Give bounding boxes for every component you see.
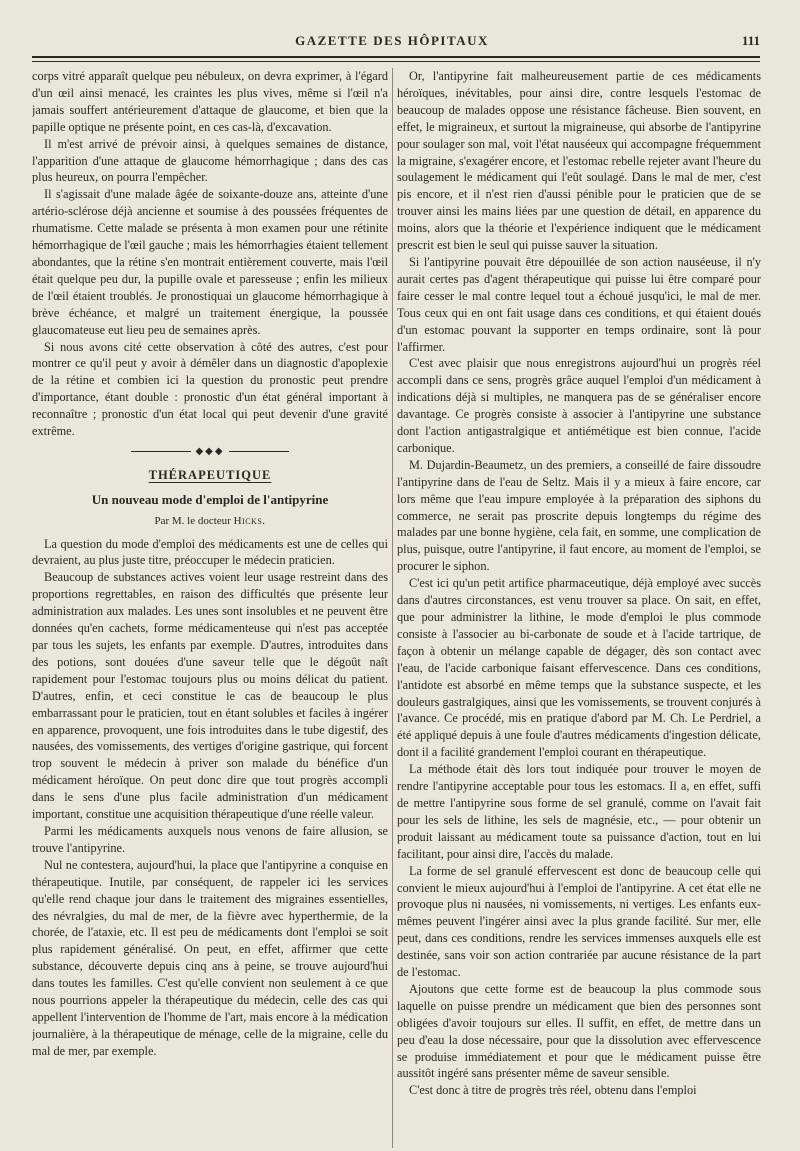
paragraph: Ajoutons que cette forme est de beaucoup la plus commode sous laquelle on puisse prendre un médicament que bien des personnes sont obligées d'avoir toujours sur elles. Il suffit, en effet, de mettre dans un peu d'eau la dose nécessaire, pour que la dissolution avec effervescence se produise immédiatement et pour que le médicament puisse être aussitôt ingéré sans présenter même de saveur sensible. <box>397 981 761 1081</box>
paragraph: C'est donc à titre de progrès très réel, obtenu dans l'emploi <box>409 1083 697 1098</box>
left-column <box>32 68 388 1148</box>
paragraph: La méthode était dès lors tout indiquée pour trouver le moyen de rendre l'antipyrine acceptable pour tous les estomacs. Il a, en effet, suffi de mettre l'antipyrine sous forme de sel granulé, comme on l'avait fait pour les sels de lithine, les sels de magnésie, etc., — pour obtenir un produit laissant au médicament toute sa puissance d'action, tout en lui facilitant, pour ainsi dire, l'accès du malade. <box>397 762 761 861</box>
paragraph: Nul ne contestera, aujourd'hui, la place que l'antipyrine a conquise en thérapeutique. Inutile, par conséquent, de rappeler ici les services qu'elle rend chaque jour dans le traitement des migraines essentielles, des névralgies, du mal de mer, de la fièvre avec hyperthermie, de la chorée, de l'ataxie, etc. Il est peu de médicaments dont l'emploi se soit plus rapidement généralisé. On peut, en effet, affirmer que cette substance, découverte depuis cinq ans à peine, se trouve aujourd'hui dans toutes les familles. C'est qu'elle convient non seulement à ce que nous pourrions appeler la thérapeutique du médecin, celle des cas qui appellent l'intervention de l'homme de l'art, mais encore à la médication journalière, à la thérapeutique de ménage, celle de la migraine, celle du mal de mer, par exemple. <box>32 857 388 1058</box>
section-separator: ◆◆◆ <box>32 444 388 461</box>
paragraph: Parmi les médicaments auxquels nous venons de faire allusion, se trouve l'antipyrine. <box>32 823 388 855</box>
section-heading: THÉRAPEUTIQUE <box>148 467 272 482</box>
page-number: 111 <box>741 33 760 48</box>
paragraph: Il s'agissait d'une malade âgée de soixante-douze ans, atteinte d'une artério-sclérose déjà ancienne et soumise à des poussées fréquentes de rhumatisme. Cette malade se présenta à mon examen pour une rétinite hémorrhagique de l'œil gauche ; mais les hémorrhagies étaient tellement abondantes, que la rétine s'en montrait entièrement couverte, mais l'œil était quelque peu dur, la pupille ovale et paresseuse ; enfin les milieux de l'œil étaient troublés. Je pronostiquai un glaucome hémorrhagique à brève échéance, et malgré un traitement énergique, la poussée glaucomateuse eut lieu peu de semaines après. <box>32 187 388 337</box>
paragraph: La question du mode d'emploi des médicaments est une de celles qui devraient, au plus juste titre, préoccuper le médecin praticien. <box>32 536 388 568</box>
paragraph: Si nous avons cité cette observation à côté des autres, c'est pour montrer ce qu'il peut y avoir à démêler dans un diagnostic d'apoplexie de la rétine et combien ici la question du pronostic peut prendre d'importance, étant double : pronostic d'un état général important à reconnaître ; pronostic d'un état local qui peut devenir d'une gravité extrême. <box>32 339 388 439</box>
byline-author: Hicks. <box>233 514 266 527</box>
article-title: Un nouveau mode d'emploi de l'antipyrine <box>91 491 329 507</box>
right-column <box>397 68 761 1148</box>
paragraph: M. Dujardin-Beaumetz, un des premiers, a conseillé de faire dissoudre l'antipyrine dans de l'eau de Seltz. Mais il y a mieux à faire encore, car lors même que l'eau impure employée à la préparation des siphons du commerce, ne serait pas proscrite depuis longtemps du régime des malades par une bonne hygiène, cela fait, en somme, une complication de plus, puisque, outre l'antipyrine, il faut encore, au moment de l'emploi, se procurer le siphon. <box>397 457 761 574</box>
paragraph: corps vitré apparaît quelque peu nébuleux, on devra exprimer, à l'égard d'un œil ainsi menacé, les craintes les plus vives, même si l'œil n'a jamais souffert antérieurement d'attaque de glaucome, et bien que la papille optique ne présente point, en ces cas-là, d'excavation. <box>32 69 388 134</box>
paragraph: Beaucoup de substances actives voient leur usage restreint dans des proportions regrettables, en raison des difficultés que présente leur administration aux malades. Les unes sont insolubles et ne peuvent être données qu'en cachets, forme médicamenteuse qui n'est pas acceptée par tous les sujets, les enfants par exemple. D'autres, introduites dans des potions, sont douées d'une saveur telle que le dégoût naît rapidement pour l'estomac toujours plus ou moins délicat du patient. D'autres, enfin, et ceci constitue le cas de beaucoup le plus embarrassant pour le praticien, tout en étant solubles et faciles à ingérer en apparence, provoquent, une fois introduites dans le tube digestif, des nausées, des vomissements, des vertiges d'origine gastrique, qui forcent trop souvent le médecin à priver son malade du bénéfice d'un médicament héroïque. On peut donc dire que tout progrès accompli dans le sens d'une plus facile administration d'un médicament important, constitue une acquisition thérapeutique d'une réelle valeur. <box>32 570 388 822</box>
paragraph: La forme de sel granulé effervescent est donc de beaucoup celle qui convient le mieux aujourd'hui à l'emploi de l'antipyrine. A cet état elle ne provoque plus ni nausées, ni vomissements, ni vertiges. Les enfants eux-mêmes peuvent l'ingérer ainsi avec la plus grande facilité. Sur mer, elle peut, dans ces conditions, rendre les services immenses auxquels elle est destinée, sans voir son action contrariée par aucune résistance de la part de l'estomac. <box>397 863 761 980</box>
column-divider <box>392 68 393 1148</box>
publication-title: GAZETTE DES HÔPITAUX <box>295 33 489 48</box>
paragraph: Or, l'antipyrine fait malheureusement partie de ces médicaments héroïques, inévitables, pour ainsi dire, contre lesquels l'estomac de beaucoup de malades oppose une résistance fâcheuse. Bien souvent, en effet, le migraineux, et surtout la migraineuse, qui absorbe de l'antipyrine pour soulager son mal, voit l'état nauséeux qui accompagne fréquemment la migraine, s'exagérer encore, et l'estomac rebelle rejeter avant l'heure du soulagement le médicament qui l'eût soulagé. Dans le mal de mer, c'est pis encore, et il n'est rien d'aussi pénible pour le praticien que de se trouver ainsi les mains liées par une question de détail, en apparence du moins, alors que la théorie et l'expérience indiquent que le médicament prescrit est bien le seul qui puisse sauver la situation. <box>397 69 761 253</box>
byline <box>32 513 388 530</box>
paragraph: Il m'est arrivé de prévoir ainsi, à quelques semaines de distance, l'apparition d'une attaque de glaucome hémorrhagique ; dans des cas plus heureux, on pourra l'empêcher. <box>32 136 388 185</box>
paragraph: Si l'antipyrine pouvait être dépouillée de son action nauséeuse, il n'y aurait certes pas d'agent thérapeutique qui puisse lui être comparé pour faire cesser le mal contre lequel tout a échoué jusqu'ici, le mal de mer. Tous ceux qui en ont fait usage dans ces conditions, et qui étaient doués d'un estomac pouvant la supporter en temps ordinaire, sont là pour l'affirmer. <box>397 254 761 354</box>
paragraph: C'est ici qu'un petit artifice pharmaceutique, déjà employé avec succès dans d'autres circonstances, est venu trouver sa place. On sait, en effet, que pour administrer la lithine, le mode d'emploi le plus commode consiste à l'associer au bi-carbonate de soude et à l'acide tartrique, de façon à obtenir un mélange capable de dégager, dès son contact avec l'eau, de l'acide carbonique faisant effervescence. Dans ces conditions, l'antidote est absorbé en même temps que la substance suspecte, et les douleurs gastralgiques, ainsi que les vomissements, se trouvent conjurés à l'avance. Ce procédé, mis en pratique d'abord par M. Ch. Le Perdriel, a été appliqué depuis à une foule d'autres médicaments d'ingestion délicate, dont il a facilité grandement l'emploi courant en thérapeutique. <box>397 576 761 760</box>
running-head <box>24 33 760 53</box>
header-rule-thick <box>32 56 760 58</box>
paragraph: C'est avec plaisir que nous enregistrons aujourd'hui un progrès réel accompli dans ce sens, progrès grâce auquel l'emploi d'un médicament à indications déjà si multiples, ne manquera pas de se généraliser encore davantage. Ce progrès consiste à associer à l'antipyrine une substance dont l'action antigastralgique et antiémétique est bien connue, l'acide carbonique. <box>397 356 761 455</box>
header-rule-thin <box>32 61 760 62</box>
byline-prefix: Par M. le docteur <box>154 514 231 527</box>
